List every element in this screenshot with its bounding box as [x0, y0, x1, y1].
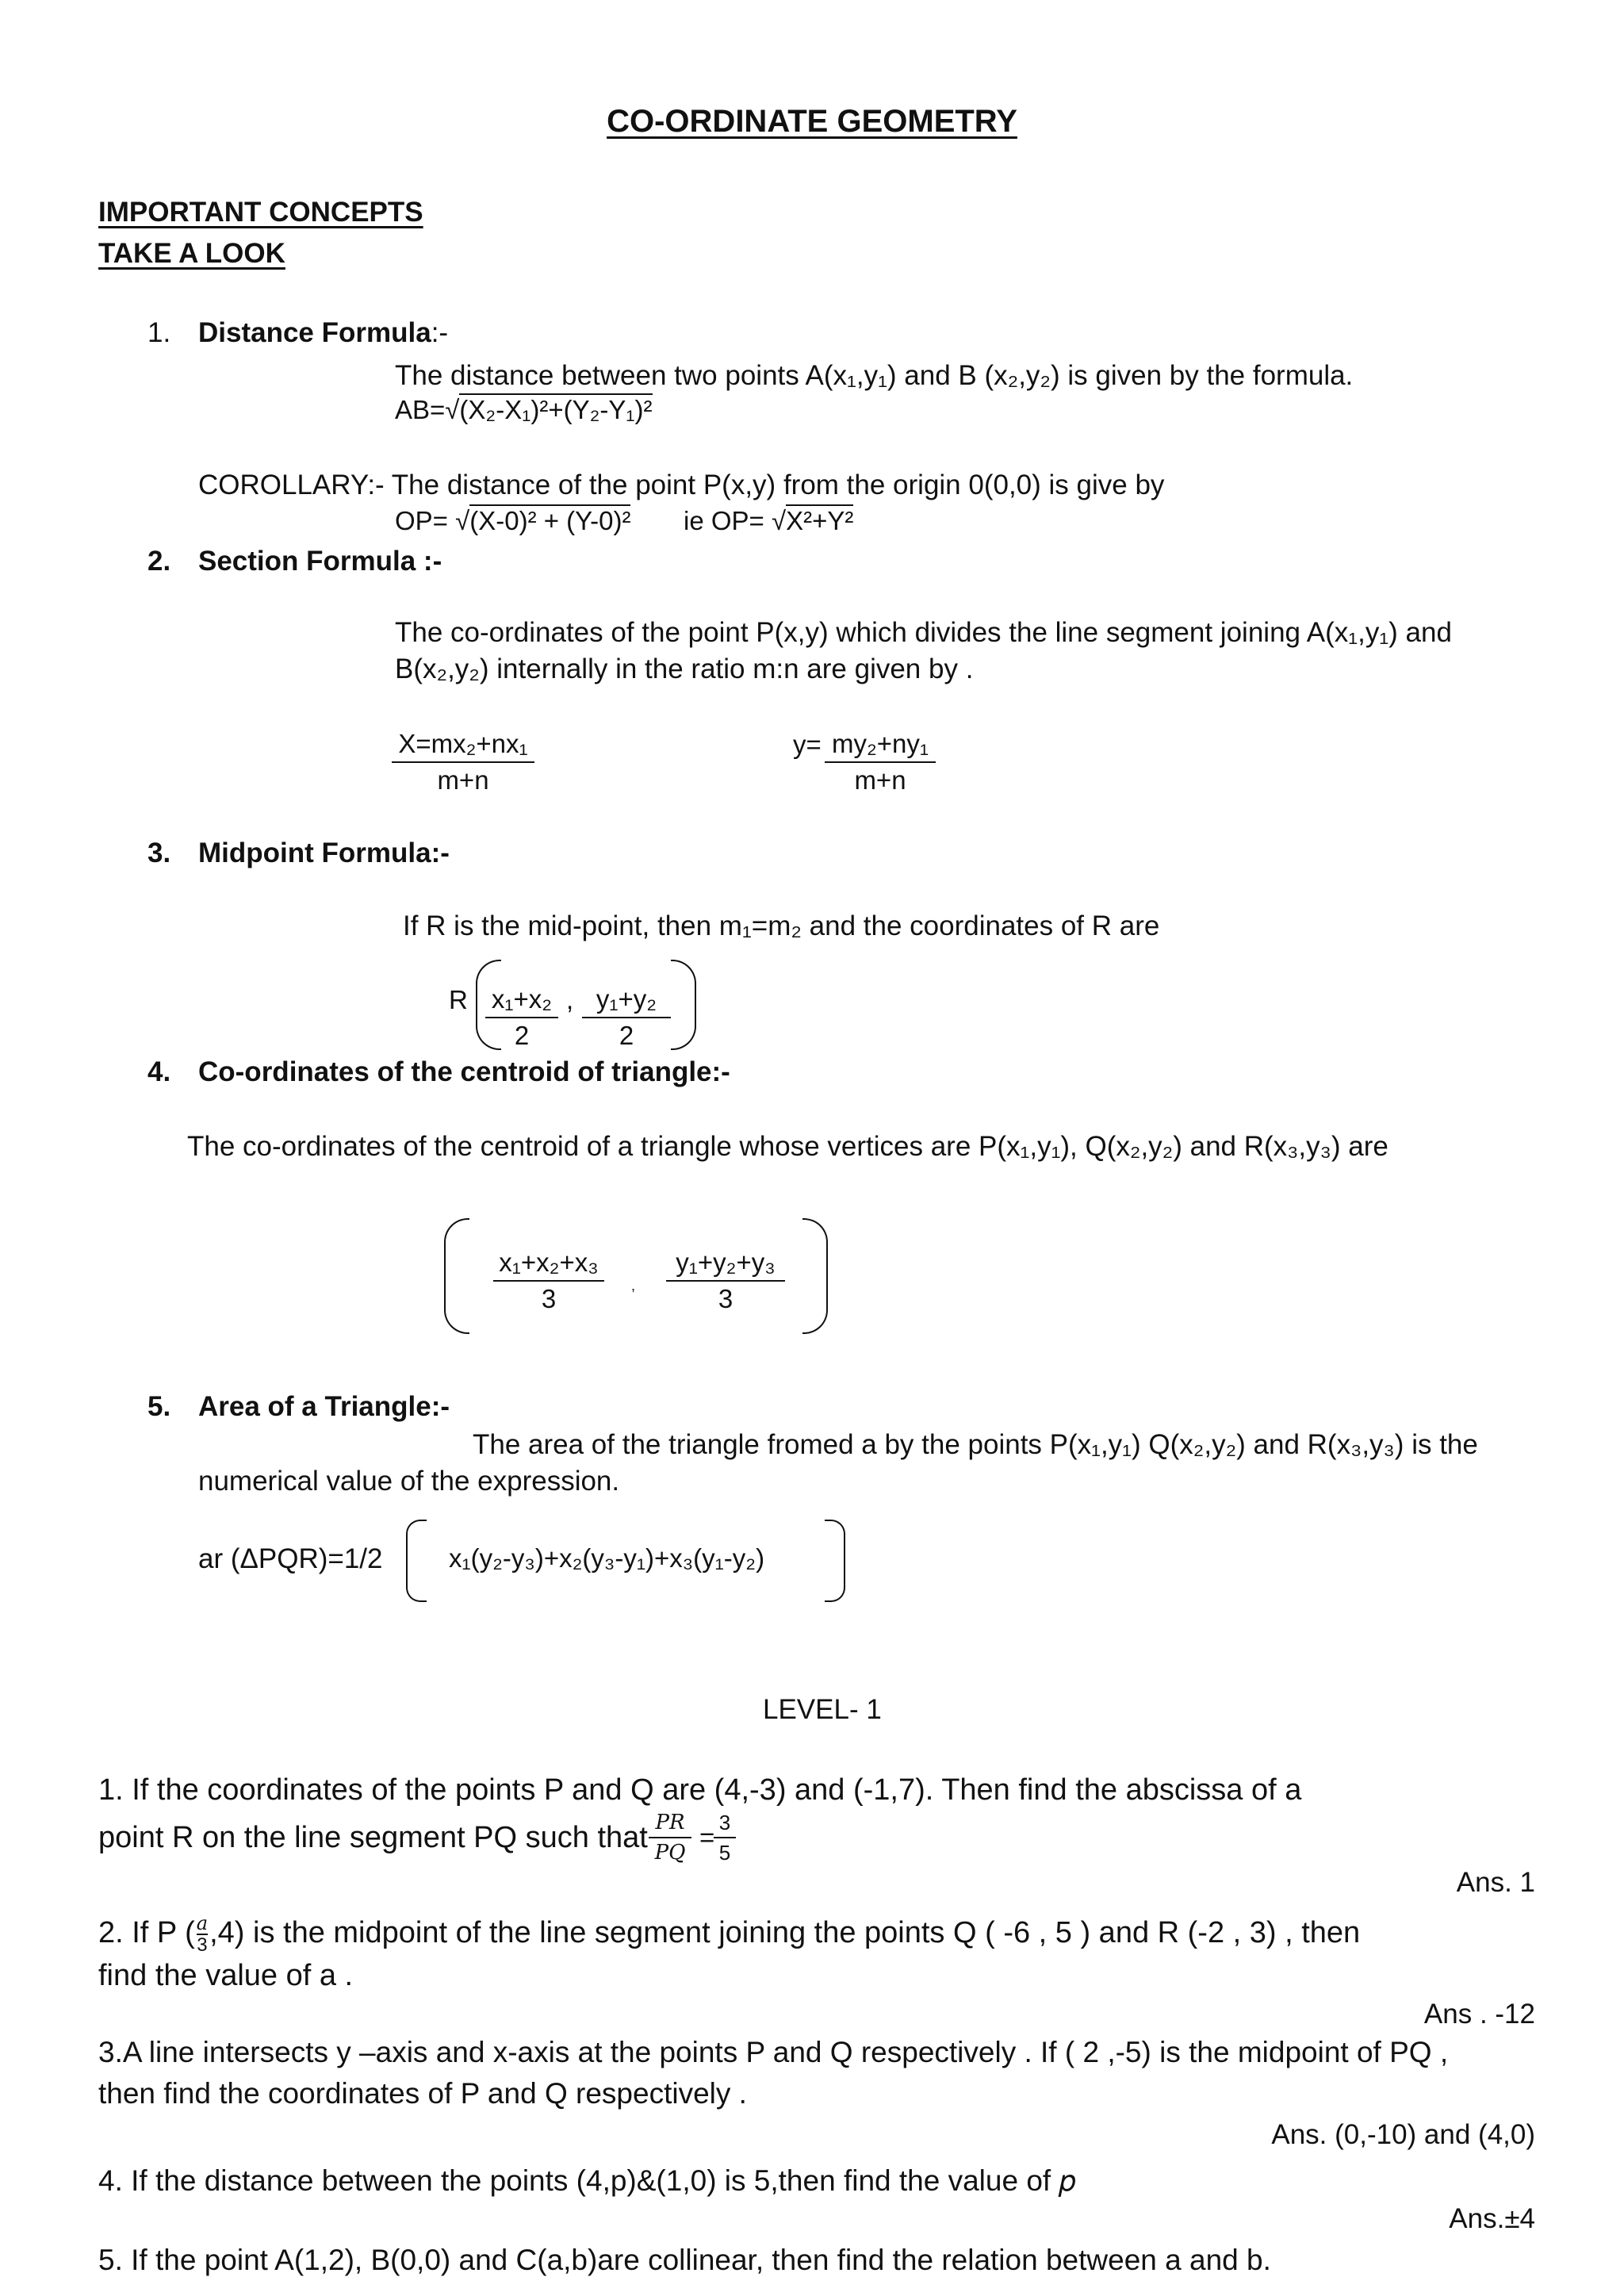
heading-take-a-look: TAKE A LOOK [98, 238, 285, 269]
section-1-heading [198, 316, 448, 351]
centroid-y-fraction [666, 1247, 785, 1315]
section-5-title: Area of a Triangle:- [198, 1391, 450, 1422]
distance-formula [395, 393, 653, 427]
question-2-prefix: 2. If P ( [98, 1916, 195, 1950]
answer-4: Ans.±4 [1449, 2203, 1535, 2234]
centroid-y-denominator: 3 [718, 1284, 733, 1313]
midpoint-y-numerator: y₁+y₂ [582, 983, 671, 1018]
level-heading: LEVEL- 1 [763, 1694, 882, 1725]
question-1-line-2: point R on the line segment PQ such that [98, 1821, 648, 1854]
section-y-denominator: m+n [854, 765, 906, 795]
question-1-value-denominator: 5 [718, 1841, 731, 1865]
answer-2: Ans . -12 [1423, 1999, 1535, 2030]
question-3-line-1: 3.A line intersects y –axis and x-axis at the points P and Q respectively . If ( 2 ,-5) is the midpoint of PQ , [98, 2036, 1449, 2068]
distance-description: The distance between two points A(x₁,y₁) and B (x₂,y₂) is given by the formula. [395, 360, 1354, 391]
midpoint-y-fraction [582, 983, 671, 1052]
section-y-label: y= [793, 730, 822, 759]
op-prefix: OP= √ [395, 506, 470, 535]
heading-important-concepts: IMPORTANT CONCEPTS [98, 197, 423, 228]
midpoint-description: If R is the mid-point, then m₁=m₂ and the coordinates of R are [403, 910, 1160, 941]
centroid-comma: , [631, 1278, 636, 1294]
centroid-y-numerator: y₁+y₂+y₃ [666, 1247, 785, 1282]
question-1-ratio-denominator: PQ [654, 1841, 686, 1865]
midpoint-x-numerator: x₁+x₂ [485, 983, 558, 1018]
question-4: 4. If the distance between the points (4,p)&(1,0) is 5,then find the value of 𝑝 [98, 2164, 1076, 2197]
op-radicand: (X-0)² + (Y-0)² [469, 506, 631, 535]
question-1-ratio-fraction [649, 1810, 691, 1865]
midpoint-comma: , [566, 985, 574, 1014]
area-right-bracket [825, 1520, 845, 1602]
area-description-line-1: The area of the triangle fromed a by the points P(x₁,y₁) Q(x₂,y₂) and R(x₃,y₃) is the [473, 1429, 1478, 1460]
op-ie-radicand: X²+Y² [786, 506, 854, 535]
distance-formula-radicand: (X₂-X₁)²+(Y₂-Y₁)² [459, 395, 653, 424]
midpoint-r-label: R [449, 985, 468, 1014]
question-2-line-1 [98, 1913, 1360, 1956]
op-ie-prefix: ie OP= √ [684, 506, 787, 535]
centroid-x-fraction [493, 1247, 604, 1315]
distance-formula-prefix: AB=√ [395, 395, 460, 424]
midpoint-right-bracket [671, 960, 696, 1050]
section-4-title: Co-ordinates of the centroid of triangle:- [198, 1056, 730, 1087]
question-1-value-numerator: 3 [714, 1810, 736, 1838]
question-1-line-1: 1. If the coordinates of the points P and Q are (4,-3) and (-1,7). Then find the abscissa of a [98, 1773, 1302, 1807]
question-1-ratio-numerator: PR [649, 1810, 691, 1838]
question-1-equals: = [699, 1823, 715, 1852]
answer-1: Ans. 1 [1456, 1867, 1535, 1898]
area-description-line-2: numerical value of the expression. [198, 1466, 620, 1497]
question-5: 5. If the point A(1,2), B(0,0) and C(a,b)are collinear, then find the relation between a and b. [98, 2244, 1271, 2276]
section-2-number: 2. [147, 546, 171, 577]
area-expression: x₁(y₂-y₃)+x₂(y₃-y₁)+x₃(y₁-y₂) [449, 1543, 765, 1573]
centroid-right-bracket [802, 1218, 828, 1334]
midpoint-x-denominator: 2 [514, 1021, 530, 1050]
section-1-suffix: :- [431, 317, 449, 348]
centroid-x-denominator: 3 [541, 1284, 557, 1313]
section-2-title: Section Formula :- [198, 546, 442, 577]
midpoint-y-denominator: 2 [619, 1021, 634, 1050]
section-5-number: 5. [147, 1391, 171, 1422]
section-formula-line-1: The co-ordinates of the point P(x,y) which divides the line segment joining A(x₁,y₁) and [395, 617, 1452, 648]
section-formula-line-2: B(x₂,y₂) internally in the ratio m:n are given by . [395, 654, 974, 684]
centroid-description: The co-ordinates of the centroid of a triangle whose vertices are P(x₁,y₁), Q(x₂,y₂) and R(x₃,y₃) are [187, 1131, 1388, 1162]
question-2-fraction-denominator: 3 [197, 1934, 208, 1956]
section-4-number: 4. [147, 1056, 171, 1087]
question-1-value-fraction [714, 1810, 736, 1865]
area-left-bracket [406, 1520, 427, 1602]
question-2-line-2: find the value of a . [98, 1959, 354, 1992]
question-3-line-2: then find the coordinates of P and Q respectively . [98, 2077, 747, 2110]
section-3-title: Midpoint Formula:- [198, 838, 450, 868]
answer-3: Ans. (0,-10) and (4,0) [1271, 2119, 1535, 2150]
origin-distance-short [684, 504, 853, 538]
corollary-text: COROLLARY:- The distance of the point P(x,y) from the origin 0(0,0) is give by [198, 470, 1165, 500]
section-y-numerator: my₂+ny₁ [825, 728, 936, 763]
section-1-number: 1. [147, 317, 171, 348]
section-y-fraction [825, 728, 936, 796]
section-x-fraction [392, 728, 534, 796]
origin-distance-formula [395, 504, 630, 538]
question-2-suffix: ,4) is the midpoint of the line segment joining the points Q ( -6 , 5 ) and R (-2 , 3) , then [209, 1916, 1361, 1950]
question-2-fraction-numerator: a [196, 1912, 209, 1934]
section-x-numerator: X=mx₂+nx₁ [392, 728, 534, 763]
page-title: CO-ORDINATE GEOMETRY [607, 104, 1017, 139]
centroid-left-bracket [444, 1218, 469, 1334]
section-3-number: 3. [147, 838, 171, 868]
midpoint-x-fraction [485, 983, 558, 1052]
section-1-title: Distance Formula [198, 317, 431, 348]
section-x-denominator: m+n [437, 765, 489, 795]
question-2-a-over-3 [197, 1913, 208, 1956]
area-label: ar (ΔPQR)=1/2 [198, 1543, 383, 1574]
centroid-x-numerator: x₁+x₂+x₃ [493, 1247, 604, 1282]
